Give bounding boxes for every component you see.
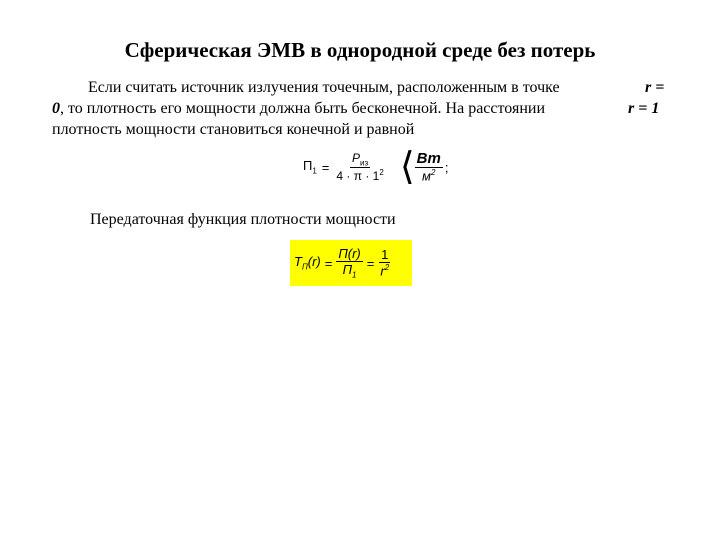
paragraph-line-3: плотность мощности становиться конечной и равной: [52, 121, 415, 138]
paragraph-line-2: [52, 99, 545, 119]
formula-lhs: $П_1$: [303, 158, 317, 176]
formula2-equals-1: =: [324, 255, 333, 271]
formula2-fraction-2: $\frac{1}{r^2}$: [380, 247, 390, 279]
slide-title: Сферическая ЭМВ в однородной среде без потерь: [124, 38, 596, 62]
formula2-lhs: $T_П(r)$: [294, 254, 321, 272]
variable-zero: 0: [52, 100, 60, 117]
formula2-equals-2: =: [366, 255, 375, 271]
unit-fraction: $\frac{Вт}{м^2}$: [416, 150, 441, 184]
transfer-function-formula: [294, 240, 391, 286]
variable-r-equals: r =: [645, 79, 665, 96]
unit-bracket: ⟨: [399, 146, 415, 188]
paragraph-text: Если считать источник излучения точечным, расположенным в точке: [88, 79, 560, 96]
transfer-function-label: Передаточная функция плотности мощности: [90, 211, 396, 228]
formula-semicolon: ;: [444, 159, 449, 175]
formula-fraction: $\frac{P_{из}}{4 \cdot \pi \cdot 1^2}$: [336, 150, 384, 184]
paragraph-line-1: [88, 78, 560, 98]
paragraph-text: , то плотность его мощности должна быть бесконечной. На расстоянии: [60, 100, 546, 117]
formula-equals: =: [321, 159, 330, 175]
formula2-fraction-1: $\frac{П(r)}{П_1}$: [338, 246, 361, 280]
variable-r-equals-one: r = 1: [628, 100, 660, 117]
power-density-formula: [303, 145, 448, 189]
